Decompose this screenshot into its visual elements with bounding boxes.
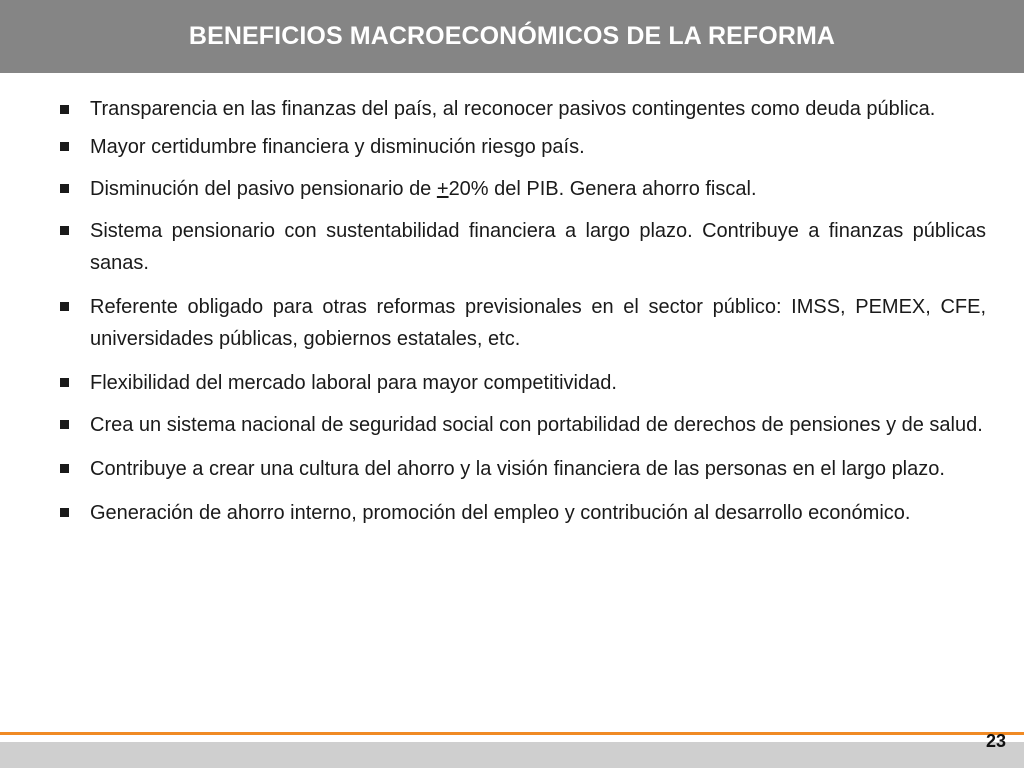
square-bullet-icon bbox=[60, 184, 69, 193]
bullet-text-before: Disminución del pasivo pensionario de bbox=[90, 178, 437, 200]
page-number: 23 bbox=[985, 731, 1006, 751]
bullet-item-flexibility bbox=[58, 367, 986, 399]
bullet-text: Sistema pensionario con sustentabilidad financiera a largo plazo. Contribuye a finanzas públicas sanas. bbox=[90, 220, 986, 274]
bullet-text: Flexibilidad del mercado laboral para mayor competitividad. bbox=[90, 372, 617, 394]
square-bullet-icon bbox=[60, 105, 69, 114]
bullet-text: Transparencia en las finanzas del país, al reconocer pasivos contingentes como deuda pública. bbox=[90, 98, 936, 120]
bullet-list bbox=[58, 97, 986, 529]
slide-content bbox=[58, 97, 986, 541]
square-bullet-icon bbox=[60, 464, 69, 473]
bullet-item-sustainability bbox=[58, 215, 986, 279]
footer-accent-line bbox=[0, 732, 1024, 735]
bullet-item-internal-savings bbox=[58, 497, 986, 529]
slide-title: BENEFICIOS MACROECONÓMICOS DE LA REFORMA bbox=[188, 22, 836, 50]
square-bullet-icon bbox=[60, 420, 69, 429]
bullet-text: Generación de ahorro interno, promoción del empleo y contribución al desarrollo económico. bbox=[90, 502, 911, 524]
square-bullet-icon bbox=[60, 142, 69, 151]
square-bullet-icon bbox=[60, 226, 69, 235]
bullet-text: Crea un sistema nacional de seguridad social con portabilidad de derechos de pensiones y de salud. bbox=[90, 414, 983, 436]
square-bullet-icon bbox=[60, 378, 69, 387]
bullet-item-pension-liability bbox=[58, 173, 986, 205]
plus-minus-sign: + bbox=[436, 178, 449, 200]
bullet-text: Contribuye a crear una cultura del ahorro y la visión financiera de las personas en el largo plazo. bbox=[90, 458, 945, 480]
bullet-item-reference bbox=[58, 291, 986, 355]
bullet-item-social-security bbox=[58, 409, 986, 441]
bullet-item-savings-culture bbox=[58, 453, 986, 485]
bullet-text: Mayor certidumbre financiera y disminución riesgo país. bbox=[90, 136, 585, 158]
bullet-item-transparency bbox=[58, 97, 986, 121]
square-bullet-icon bbox=[60, 302, 69, 311]
square-bullet-icon bbox=[60, 508, 69, 517]
bullet-text: Referente obligado para otras reformas previsionales en el sector público: IMSS, PEMEX, CFE, universidades públicas, gobiernos estatales, etc. bbox=[90, 296, 986, 350]
title-bar bbox=[0, 0, 1024, 73]
footer-bar bbox=[0, 742, 1024, 768]
bullet-text-after: 20% del PIB. Genera ahorro fiscal. bbox=[448, 178, 757, 200]
bullet-item-certainty bbox=[58, 131, 986, 163]
